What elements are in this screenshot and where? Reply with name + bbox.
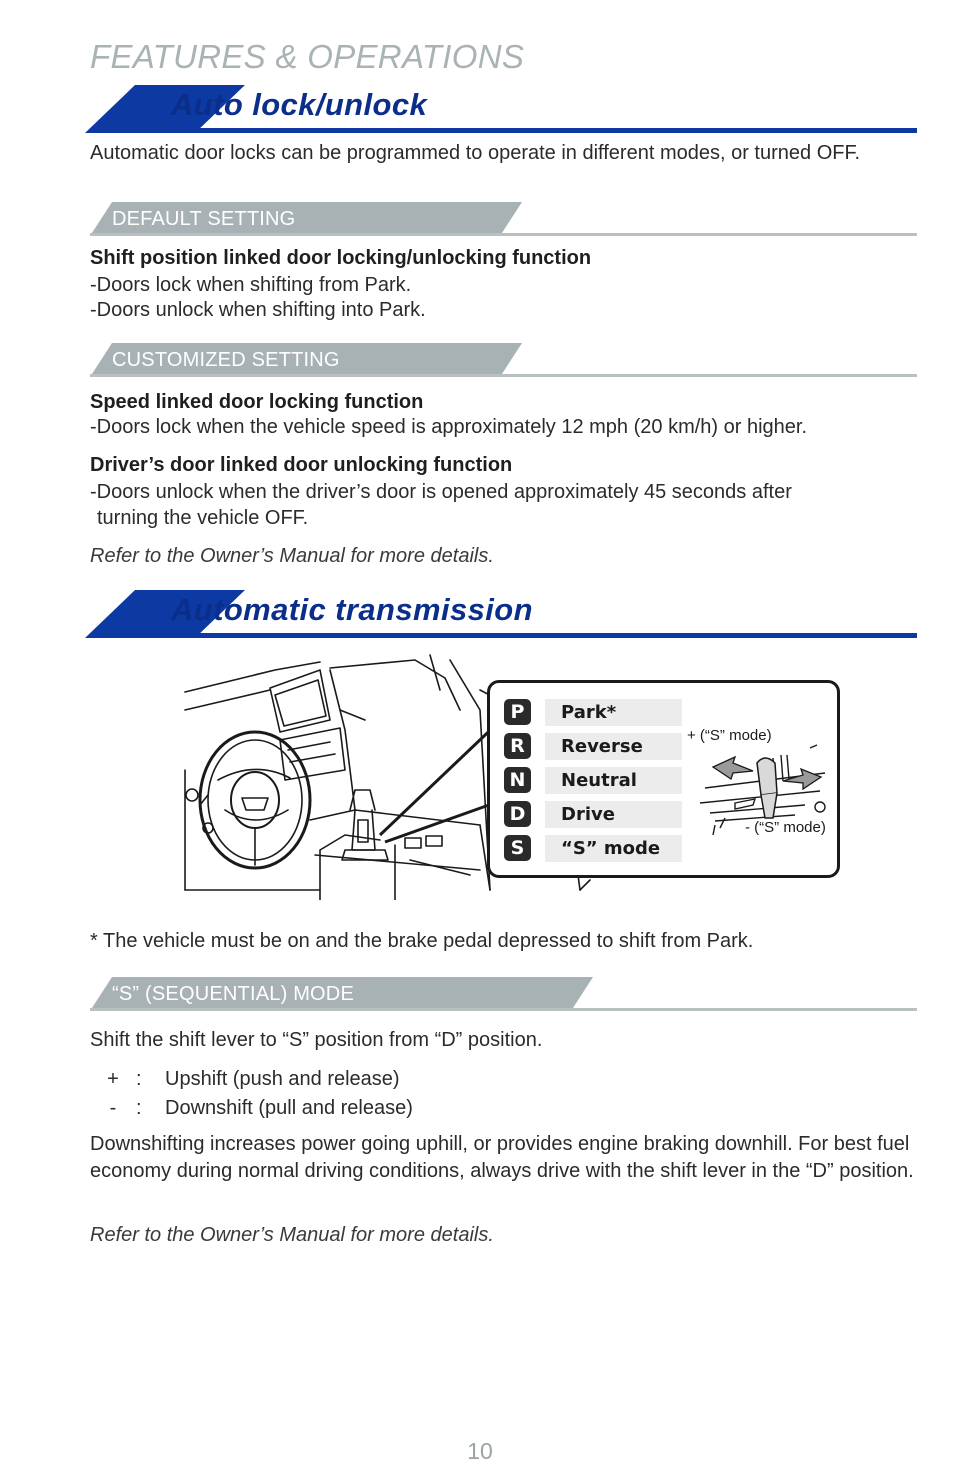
legend-row-downshift: [90, 1094, 413, 1123]
gear-label: Reverse: [545, 733, 682, 760]
driver-line-2: turning the vehicle OFF.: [97, 507, 309, 529]
banner-line: [90, 1008, 917, 1011]
default-line-1: -Doors lock when shifting from Park.: [90, 274, 412, 296]
speed-line: -Doors lock when the vehicle speed is approximately 12 mph (20 km/h) or higher.: [90, 416, 808, 438]
section-rule: [145, 128, 917, 133]
auto-lock-intro: Automatic door locks can be programmed to operate in different modes, or turned OFF.: [90, 142, 861, 164]
shifter-detail-illustration: [695, 743, 835, 838]
default-line-2: -Doors unlock when shifting into Park.: [90, 299, 426, 321]
gear-label: Neutral: [545, 767, 682, 794]
shift-legend: [90, 1065, 413, 1123]
transmission-footnote: * The vehicle must be on and the brake pedal depressed to shift from Park.: [90, 930, 754, 952]
gear-badge: N: [504, 767, 531, 793]
gear-badge: S: [504, 835, 531, 861]
gear-label: “S” mode: [545, 835, 682, 862]
section-title-auto-lock: [85, 85, 917, 133]
gear-badge: D: [504, 801, 531, 827]
section-rule: [145, 633, 917, 638]
default-heading: Shift position linked door locking/unlocking function: [90, 247, 592, 269]
legend-row-upshift: [90, 1065, 413, 1094]
auto-lock-refer: Refer to the Owner’s Manual for more details.: [90, 545, 494, 567]
driver-line-1: -Doors unlock when the driver’s door is opened approximately 45 seconds after: [90, 481, 792, 503]
banner-default-setting: [90, 202, 917, 236]
minus-mode-label: - (“S” mode): [745, 819, 826, 836]
gear-row-neutral: [504, 766, 682, 794]
speed-heading: Speed linked door locking function: [90, 391, 424, 413]
transmission-refer: Refer to the Owner’s Manual for more details.: [90, 1224, 494, 1246]
gear-row-s-mode: [504, 834, 682, 862]
section-title-transmission: [85, 590, 917, 638]
legend-symbol: +: [107, 1068, 119, 1090]
gear-row-drive: [504, 800, 682, 828]
banner-line: [90, 233, 917, 236]
page-header: FEATURES & OPERATIONS: [90, 38, 525, 75]
section-title-text: Automatic transmission: [171, 592, 533, 627]
driver-heading: Driver’s door linked door unlocking function: [90, 454, 513, 476]
gear-row-park: [504, 698, 682, 726]
page-number: 10: [467, 1438, 493, 1464]
gear-badge: R: [504, 733, 531, 759]
banner-text: CUSTOMIZED SETTING: [112, 349, 340, 371]
banner-customized-setting: [90, 343, 917, 377]
section-title-text: Auto lock/unlock: [171, 87, 428, 122]
shift-callout-box: [487, 680, 840, 878]
gear-row-reverse: [504, 732, 682, 760]
banner-line: [90, 374, 917, 377]
gear-badge: P: [504, 699, 531, 725]
banner-s-mode: [90, 977, 917, 1011]
legend-colon: :: [136, 1068, 142, 1090]
legend-text: Upshift (push and release): [165, 1068, 400, 1090]
s-mode-paragraph: Downshifting increases power going uphill, or provides engine braking downhill. For best fuel economy during normal driving conditions, always drive with the shift lever in the “D” position.: [90, 1133, 914, 1182]
gear-label: Park*: [545, 699, 682, 726]
legend-colon: :: [136, 1097, 142, 1119]
legend-symbol: -: [109, 1097, 117, 1119]
s-mode-intro: Shift the shift lever to “S” position from “D” position.: [90, 1029, 543, 1051]
legend-text: Downshift (pull and release): [165, 1097, 413, 1119]
plus-mode-label: + (“S” mode): [687, 727, 772, 744]
gear-label: Drive: [545, 801, 682, 828]
banner-text: “S” (SEQUENTIAL) MODE: [112, 983, 354, 1005]
banner-text: DEFAULT SETTING: [112, 208, 296, 230]
